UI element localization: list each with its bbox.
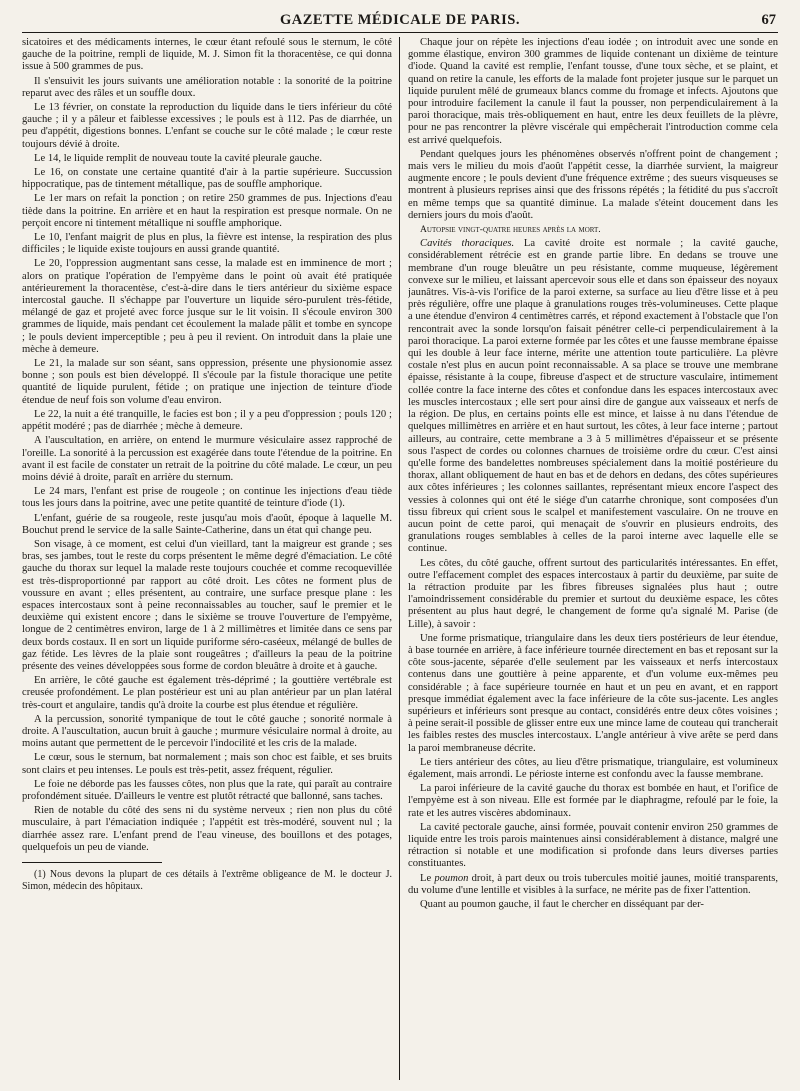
paragraph: Le 10, l'enfant maigrit de plus en plus, la fièvre est intense, la respiration des plus difficiles ; le liquide existe toujours en aussi grande quantité. (22, 232, 392, 256)
text-columns (22, 37, 778, 1080)
section-label-poumon: poumon (434, 872, 469, 884)
page-number: 67 (761, 12, 776, 28)
right-column (408, 37, 778, 1080)
paragraph: Une forme prismatique, triangulaire dans les deux tiers postérieurs de leur étendue, à base tournée en arrière, à face inférieure tournée directement en bas et reposant sur la côte sous-jacente, séparée d'elle seulement par les vaisseaux et nerfs intercostaux contenus dans une gouttière à peine apparente, et d'un volume eux-mêmes peu considérable ; à face supérieure tournée en haut et un peu en avant, et en rapport presque immédiat également avec la face inférieure de la côte sus-jacente. Les angles supérieurs et inférieurs sont presque au contact, considérés entre deux côtes voisines ; à peine serait-il possible de glisser entre eux une mince lame de couteau qui trancherait les faibles restes des muscles intercostaux. L'angle antérieur à vive arête se perd dans la paroi membraneuse décrite. (408, 632, 778, 754)
paragraph: Les côtes, du côté gauche, offrent surtout des particularités intéressantes. En effet, outre l'effacement complet des espaces intercostaux à partir du deuxième, par suite de la rétraction produite par les fibres fibreuses signalées plus haut ; outre l'amoindrissement considérable du premier et surtout du deuxième espace, les côtes présentent au plus haut degré, le changement de forme qu'a signalé M. Parise (de Lille), à savoir : (408, 557, 778, 630)
paragraph: La paroi inférieure de la cavité gauche du thorax est bombée en haut, et l'orifice de l'empyème est à son niveau. Elle est formée par le diaphragme, refoulé par le foie, la rate et les autres viscères abdominaux. (408, 783, 778, 819)
paragraph: Le tiers antérieur des côtes, au lieu d'être prismatique, triangulaire, est volumineux également, mais arrondi. Le périoste interne est confondu avec la fausse membrane. (408, 756, 778, 780)
paragraph-text: droit, à part deux ou trois tubercules moitié jaunes, moitié transparents, du volume d'une lentille et visibles à la surface, ne mérite pas de fixer l'attention. (408, 872, 778, 896)
paragraph: Le 22, la nuit a été tranquille, le facies est bon ; il y a peu d'oppression ; pouls 120 ; appétit modéré ; pas de diarrhée ; mèche à demeure. (22, 408, 392, 433)
paragraph: Le cœur, sous le sternum, bat normalement ; mais son choc est faible, et ses bruits sont clairs et peu intenses. Le pouls est très-petit, assez fréquent, régulier. (22, 752, 392, 776)
paragraph: A l'auscultation, en arrière, on entend le murmure vésiculaire assez rapproché de l'oreille. La sonorité à la percussion est exagérée dans toute l'étendue de la poitrine. En avant il est facile de constater un retrait de la poitrine du côté malade. Le cœur, un peu moins dévié à droite, paraît en arrière du sternum. (22, 435, 392, 483)
paragraph-poumon (408, 873, 778, 897)
paragraph: L'enfant, guérie de sa rougeole, reste jusqu'au mois d'août, époque à laquelle M. Bouchut prend le service de la salle Sainte-Catherine, dans un état qui change peu. (22, 512, 392, 536)
newspaper-page (22, 10, 778, 1085)
paragraph: Le 1er mars on refait la ponction ; on retire 250 grammes de pus. Injections d'eau tiède dans la poitrine. En arrière et en haut la respiration est presque normale. On ne perçoit encore ni tintement métallique ni souffle amphorique. (22, 193, 392, 229)
paragraph: Le 24 mars, l'enfant est prise de rougeole ; on continue les injections d'eau tiède tous les jours dans la poitrine, avec une petite quantité de teinture d'iode (1). (22, 486, 392, 510)
footnote-divider (22, 862, 162, 863)
paragraph: Le 13 février, on constate la reproduction du liquide dans le tiers inférieur du côté gauche ; il y a pâleur et faiblesse excessives ; le pouls est à 112. Pas de diarrhée, un peu d'appétit, digestions bonnes. L'enfant se couche sur le côté malade ; le cœur reste toujours dévié à droite. (22, 102, 392, 150)
left-column (22, 37, 392, 1080)
section-label-cavites: Cavités thoraciques. (420, 238, 515, 250)
paragraph-text: La cavité droite est normale ; la cavité gauche, considérablement rétrécie est en grande partie libre. En dedans se trouve une membrane d'un rouge bleuâtre un peu résistante, comme muqueuse, légèrement convexe sur le milieu, et laissant apercevoir sous elle et dans son épaisseur des noyaux jaunâtres. Vis-à-vis l'orifice de la paroi externe, sa surface au lieu d'être lisse et à peu près régulière, offre une plaque à granulations rouges très-volumineuses. Cette plaque a une étendue d'environ 4 centimètres carrés, et répond exactement à l'obstacle que l'on rencontrait avec la sonde lorsqu'on faisait pénétrer celle-ci perpendiculairement à la paroi thoracique. La paroi externe formée par les côtes et une fausse membrane épaisse qui les double à leur face interne, mérite une attention toute particulière. La plèvre costale n'est plus en aucun point reconnaissable. A sa place se trouve une membrane épaisse, résistante à la coupe, fibreuse d'aspect et de structure vasculaire, intimement collée contre la face interne des côtes et confondue dans les espaces intercostaux avec les muscles intercostaux ; elle sert pour ainsi dire de gangue aux vaisseaux et nerfs de la région. De plus, en certains points elle est mince, et laisse à nu dans l'étendue de quelques millimètres en arrière et en haut surtout, les côtes, à leur face interne ; partout ailleurs, au contraire, cette membrane a 3 à 5 millimètres d'épaisseur et se présente sous l'aspect de cordes ou colonnes charnues de troisième ordre du cœur. C'est ainsi qu'elle forme des bandelettes nombreuses spécialement dans la moitié postérieure du thorax, allant obliquement de haut en bas et de dehors en dedans, des côtes supérieures aux côtes inférieures ; les colonnes saillantes, représentant mieux encore l'aspect des vessies à colonnes qui ont été le siége d'un catarrhe chronique, sont composées d'un tissu fibreux qui crient sous le scalpel et manifestement vasculaire. On ne trouve en aucun point de cette paroi, qui menaçait de s'ouvrir en plusieurs endroits, des granulations rouges semblables à celles de la paroi interne avec laquelle elle se continue. (408, 238, 778, 555)
paragraph: En arrière, le côté gauche est également très-déprimé ; la gouttière vertébrale est creusée profondément. Le plan postérieur est uni au plan antérieur par un plan latéral très-court et angulaire, tandis qu'à droite la courbe est plus étendue et régulière. (22, 675, 392, 711)
paragraph: Le 14, le liquide remplit de nouveau toute la cavité pleurale gauche. (34, 152, 322, 164)
paragraph: Le 20, l'oppression augmentant sans cesse, la malade est en imminence de mort ; alors on pratique l'opération de l'empyème dans le point où avait été pratiquée antérieurement la thoracentèse, c'est-à-dire dans le tiers antérieur du sixième espace intercostal gauche. Il s'échappe par l'ouverture un liquide séro-purulent très-fétide, mélangé de gaz et projeté avec force jusque sur le lit voisin. Il s'écoule environ 300 grammes de liquide, mais pendant cet écoulement la malade pâlit et tombe en syncope ; le pouls devient imperceptible ; peu à peu il revient. On introduit dans la plaie une mèche à demeure. (22, 258, 392, 355)
paragraph: Il s'ensuivit les jours suivants une amélioration notable : la sonorité de la poitrine reparut avec des râles et un souffle doux. (22, 75, 392, 99)
paragraph: La cavité pectorale gauche, ainsi formée, pouvait contenir environ 250 grammes de liquide entre les trois parois maintenues ainsi considérablement à distance, malgré une rétraction si notable et une modification si profonde dans leurs diverses parties constituantes. (408, 821, 778, 870)
paragraph-lead: Le (420, 872, 435, 884)
footnote: (1) Nous devons la plupart de ces détails à l'extrême obligeance de M. le docteur J. Simon, médecin des hôpitaux. (22, 869, 392, 892)
paragraph: Le foie ne déborde pas les fausses côtes, non plus que la rate, qui paraît au contraire profondément située. D'ailleurs le ventre est plutôt rétracté que ballonné, sans taches. (22, 778, 392, 802)
autopsy-heading: Autopsie vingt-quatre heures après la mort. (420, 224, 601, 236)
paragraph: Le 21, la malade sur son séant, sans oppression, présente une physionomie assez bonne ; son pouls est bien développé. Il s'écoule par la fistule thoracique une petite quantité de liquide purulent, fétide ; on pratique une injection de teinture d'iode étendue de neuf fois son volume d'eau environ. (22, 358, 392, 406)
publication-title: GAZETTE MÉDICALE DE PARIS. (280, 12, 520, 28)
paragraph: Le 16, on constate une certaine quantité d'air à la partie supérieure. Succussion hippocratique, pas de tintement métallique, pas de souffle amphorique. (22, 167, 392, 191)
page-header (22, 10, 778, 33)
paragraph-cavites (408, 238, 778, 555)
paragraph: Son visage, à ce moment, est celui d'un vieillard, tant la maigreur est grande ; ses bras, ses jambes, tout le reste du corps présentent le même degré d'émaciation. Le côté gauche du thorax sur lequel la malade reste toujours couchée et comme recoquevillée est très-disproportionné par rapport au côté droit. Les côtes ne forment plus de voussure en avant ; elles présentent, au contraire, une surface presque plane : les espaces intercostaux sont à peine reconnaissables au toucher, sauf le premier et le deuxième qui existent encore ; dans le sixième se trouve l'ouverture de l'empyème, longue de 2 centimètres environ, large de 1 à 2 millimètres et limitée dans ce sens par deux bords costaux. Il en sort un liquide puriforme séro-caséeux, mélangé de bulles de gaz fétide. Les lèvres de la plaie sont rougeâtres ; d'ailleurs la peau de la poitrine présente des veines développées sous forme de cordon bleuâtre à droite et à gauche. (22, 538, 392, 672)
paragraph: Quant au poumon gauche, il faut le chercher en disséquant par der- (420, 899, 704, 911)
column-divider (399, 37, 400, 1080)
paragraph: Chaque jour on répète les injections d'eau iodée ; on introduit avec une sonde en gomme élastique, environ 300 grammes de liquide contenant un dixième de teinture d'iode. Quand la cavité est remplie, l'enfant tousse, d'une toux sèche, et se plaint, et quand on retire la canule, les efforts de la malade font projeter jusque sur le parquet un liquide purulent mêlé de grumeaux blancs comme du fromage et infects. Ajoutons que pour introduire facilement la canule il faut la pousser, non perpendiculairement à la paroi thoracique, mais très-obliquement en haut, entre les deux feuillets de la plèvre, pour ne pas rencontrer la plèvre viscérale qui empêcherait l'introduction comme cela est arrivé quelquefois. (408, 37, 778, 146)
paragraph: A la percussion, sonorité tympanique de tout le côté gauche ; sonorité normale à droite. A l'auscultation, aucun bruit à gauche ; murmure vésiculaire normal à droite, au moins autant que permettent de le percevoir l'indocilité et les cris de la malade. (22, 713, 392, 750)
paragraph: Rien de notable du côté des sens ni du système nerveux ; rien non plus du côté musculaire, à part l'émaciation indiquée ; l'appétit est très-modéré, souvent nul ; la diarrhée assez rare. L'enfant prend de l'eau vineuse, des bouillons et des potages, quelquefois un peu de viande. (22, 805, 392, 853)
paragraph: Pendant quelques jours les phénomènes observés n'offrent point de changement ; mais vers le milieu du mois d'août l'appétit cesse, la diarrhée survient, la maigreur augmente encore ; le pouls devient d'une fréquence extrême ; des sueurs visqueuses se montrent à plusieurs reprises ainsi que des frissons répétés ; la fétidité du pus s'accroît en même temps que sa quantité diminue. La malade s'éteint doucement dans les derniers jours du mois d'août. (408, 148, 778, 221)
paragraph: sicatoires et des médicaments internes, le cœur étant refoulé sous le sternum, le côté gauche de la poitrine, rempli de liquide, M. J. Simon fit la thoracentèse, ce qui donna issue à 500 grammes de pus. (22, 37, 392, 73)
